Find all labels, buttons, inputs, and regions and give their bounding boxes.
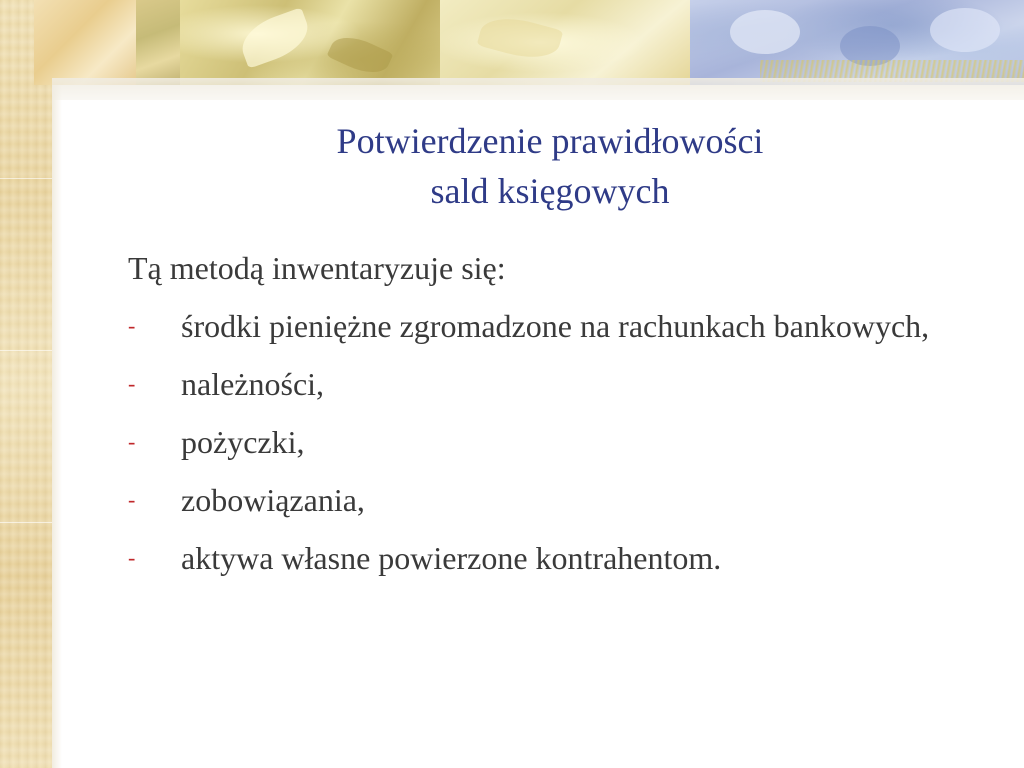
slide-title-line-2: sald księgowych <box>430 171 670 211</box>
bullet-dash: - <box>128 313 136 338</box>
list-item-text: aktywa własne powierzone kontrahentom. <box>181 540 722 576</box>
flower-shape <box>730 10 800 54</box>
left-parchment-strip <box>0 0 52 768</box>
leaf-shape <box>326 29 393 82</box>
list-item <box>128 304 988 348</box>
strip-seam <box>0 522 52 523</box>
intro-text: Tą metodą inwentaryzuje się: <box>128 250 506 286</box>
list-item <box>128 420 988 464</box>
band-tile <box>136 0 180 85</box>
leaf-shape <box>235 7 314 69</box>
list-item <box>128 478 988 522</box>
list-item-text: środki pieniężne zgromadzone na rachunkach bankowych, <box>181 308 930 344</box>
strip-seam <box>0 350 52 351</box>
band-tile-light <box>440 0 690 85</box>
bullet-dash: - <box>128 371 136 396</box>
slide-title <box>180 116 920 216</box>
band-tile-leaves <box>180 0 440 85</box>
list-item-text: zobowiązania, <box>181 482 365 518</box>
bullet-dash: - <box>128 429 136 454</box>
leaf-shape <box>477 10 564 65</box>
strip-seam <box>0 178 52 179</box>
slide-body <box>128 246 988 594</box>
list-item-text: pożyczki, <box>181 424 305 460</box>
bullet-dash: - <box>128 487 136 512</box>
band-fade <box>52 78 1024 100</box>
list-item <box>128 362 988 406</box>
bullet-dash: - <box>128 545 136 570</box>
bullet-list <box>128 304 988 580</box>
list-item <box>128 536 988 580</box>
list-item-text: należności, <box>181 366 325 402</box>
top-decorative-band <box>0 0 1024 100</box>
slide-title-line-1: Potwierdzenie prawidłowości <box>336 121 764 161</box>
flower-shape <box>930 8 1000 52</box>
band-tile <box>34 0 136 85</box>
